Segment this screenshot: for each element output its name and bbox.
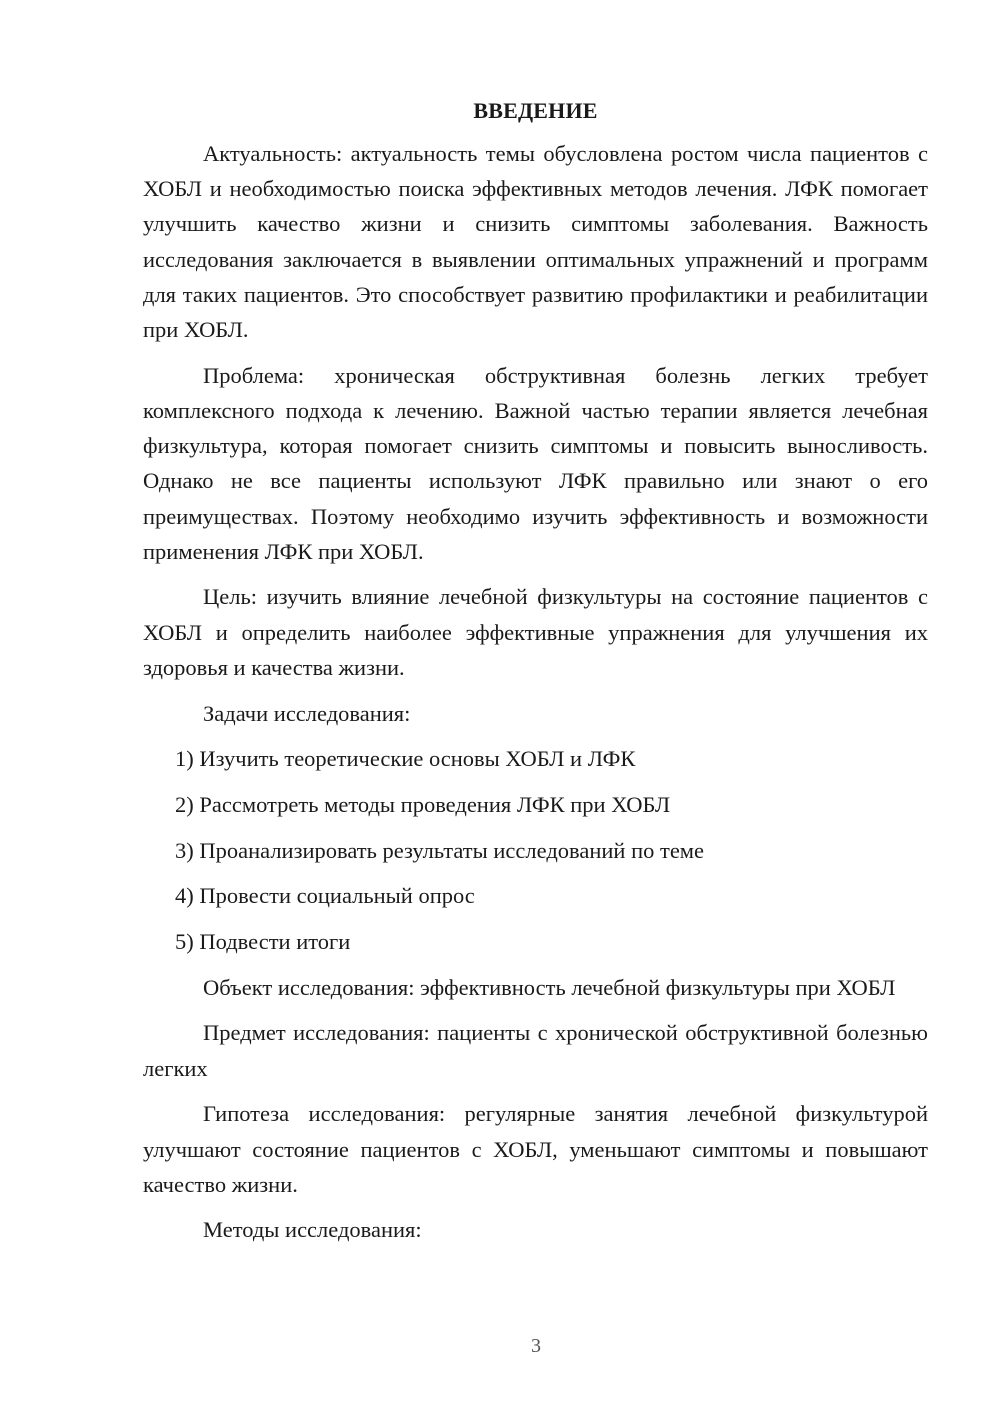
paragraph-goal: Цель: изучить влияние лечебной физкультуры на состояние пациентов с ХОБЛ и определить наиболее эффективные упражнения для улучшения их здоровья и качества жизни. [143,584,928,680]
tasks-label: Задачи исследования: [203,700,411,726]
paragraph-relevance: Актуальность: актуальность темы обусловлена ростом числа пациентов с ХОБЛ и необходимостью поиска эффективных методов лечения. ЛФК помогает улучшить качество жизни и снизить симптомы заболевания. Важность исследования заключается в выявлении оптимальных упражнений и программ для таких пациентов. Это способствует развитию профилактики и реабилитации при ХОБЛ. [143,141,928,343]
page-number: 3 [531,1335,541,1357]
tasks-list [143,741,928,959]
list-item: 3) Проанализировать результаты исследований по теме [175,837,705,863]
list-item: 5) Подвести итоги [175,929,351,955]
document-page [143,96,928,1258]
methods-label: Методы исследования: [203,1217,422,1243]
section-title: ВВЕДЕНИЕ [473,98,598,123]
paragraph-object: Объект исследования: эффективность лечебной физкультуры при ХОБЛ [203,974,896,1000]
paragraph-problem: Проблема: хроническая обструктивная болезнь легких требует комплексного подхода к лечению. Важной частью терапии является лечебная физкультура, которая помогает снизить симптомы и повысить выносливость. Однако не все пациенты используют ЛФК правильно или знают о его преимуществах. Поэтому необходимо изучить эффективность и возможности применения ЛФК при ХОБЛ. [143,362,928,564]
paragraph-subject: Предмет исследования: пациенты с хронической обструктивной болезнью легких [143,1020,928,1081]
paragraph-hypothesis: Гипотеза исследования: регулярные занятия лечебной физкультурой улучшают состояние пациентов с ХОБЛ, уменьшают симптомы и повышают качество жизни. [143,1101,928,1197]
list-item: 2) Рассмотреть методы проведения ЛФК при ХОБЛ [175,791,671,817]
list-item: 1) Изучить теоретические основы ХОБЛ и ЛФК [175,746,636,772]
list-item: 4) Провести социальный опрос [175,883,475,909]
